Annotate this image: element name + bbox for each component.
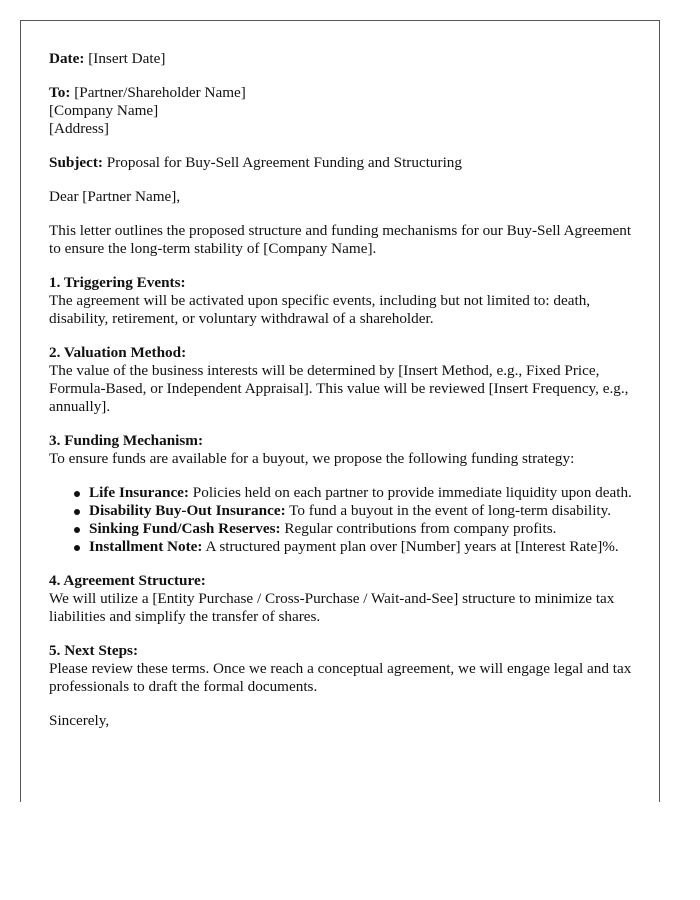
- section-funding-mechanism: [49, 432, 639, 556]
- bullet-icon: [74, 509, 80, 515]
- recipient-block: [49, 84, 639, 138]
- list-item-term: Sinking Fund/Cash Reserves:: [89, 520, 281, 537]
- list-item-text: A structured payment plan over [Number] years at [Interest Rate]%.: [205, 538, 619, 555]
- funding-list: [49, 484, 639, 556]
- intro-paragraph: This letter outlines the proposed structure and funding mechanisms for our Buy-Sell Agreement to ensure the long-term stability of [Company Name].: [49, 222, 632, 257]
- recipient-name: [Partner/Shareholder Name]: [74, 84, 246, 101]
- section-heading: 5. Next Steps:: [49, 642, 139, 659]
- recipient-company: [Company Name]: [49, 102, 159, 119]
- section-body: The agreement will be activated upon specific events, including but not limited to: death, disability, retirement, or voluntary withdrawal of a shareholder.: [49, 292, 591, 327]
- section-heading: 1. Triggering Events:: [49, 274, 186, 291]
- section-valuation-method: [49, 344, 639, 416]
- list-item-term: Disability Buy-Out Insurance:: [89, 502, 286, 519]
- list-item-text: Policies held on each partner to provide immediate liquidity upon death.: [192, 484, 632, 501]
- greeting: Dear [Partner Name],: [49, 188, 181, 205]
- section-triggering-events: [49, 274, 639, 328]
- letter-content: [49, 50, 639, 730]
- list-item-term: Life Insurance:: [89, 484, 189, 501]
- section-next-steps: [49, 642, 639, 696]
- list-item: [89, 538, 639, 556]
- section-body: The value of the business interests will be determined by [Insert Method, e.g., Fixed Price, Formula-Based, or Independent Appraisal]. This value will be reviewed [Insert Frequency, e.g., annually].: [49, 362, 629, 415]
- to-label: To:: [49, 84, 71, 101]
- closing: Sincerely,: [49, 712, 110, 729]
- date-line: [49, 50, 639, 68]
- list-item-text: To fund a buyout in the event of long-term disability.: [289, 502, 612, 519]
- bullet-icon: [74, 491, 80, 497]
- section-heading: 2. Valuation Method:: [49, 344, 187, 361]
- list-item: [89, 502, 639, 520]
- subject-value: Proposal for Buy-Sell Agreement Funding and Structuring: [106, 154, 462, 171]
- date-label: Date:: [49, 50, 85, 67]
- list-item: [89, 520, 639, 538]
- list-item-term: Installment Note:: [89, 538, 203, 555]
- bullet-icon: [74, 527, 80, 533]
- date-value: [Insert Date]: [88, 50, 166, 67]
- section-heading: 3. Funding Mechanism:: [49, 432, 204, 449]
- list-item-text: Regular contributions from company profits.: [284, 520, 557, 537]
- subject-line: [49, 154, 639, 172]
- section-agreement-structure: [49, 572, 639, 626]
- section-body: To ensure funds are available for a buyout, we propose the following funding strategy:: [49, 450, 575, 467]
- list-item: [89, 484, 639, 502]
- section-body: We will utilize a [Entity Purchase / Cross-Purchase / Wait-and-See] structure to minimize tax liabilities and simplify the transfer of shares.: [49, 590, 615, 625]
- section-body: Please review these terms. Once we reach a conceptual agreement, we will engage legal and tax professionals to draft the formal documents.: [49, 660, 632, 695]
- section-heading: 4. Agreement Structure:: [49, 572, 206, 589]
- subject-label: Subject:: [49, 154, 103, 171]
- recipient-address: [Address]: [49, 120, 109, 137]
- letter-page: [20, 20, 660, 802]
- bullet-icon: [74, 545, 80, 551]
